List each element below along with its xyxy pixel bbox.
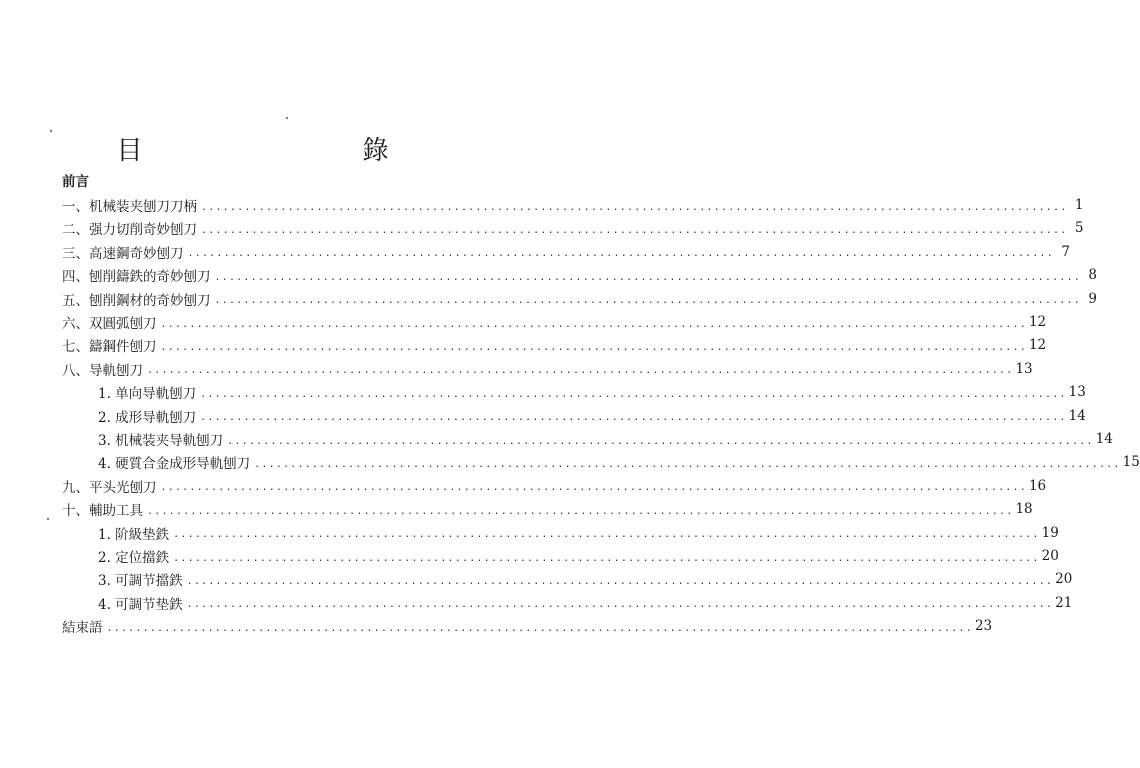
toc-entry-label: 3. 可調节擋鉄 [98, 573, 183, 590]
toc-entry-label: 4. 硬質合金成形导軌刨刀 [98, 456, 251, 473]
leader-dots: ........................................................................................................................ [200, 388, 1067, 400]
toc-entry [62, 288, 1097, 310]
leader-dots: ........................................................................................................................ [160, 318, 1027, 330]
toc-entry [98, 428, 1113, 450]
toc-entry-label: 二、强力切削奇妙刨刀 [62, 222, 197, 239]
leader-dots: ........................................................................................................................ [160, 482, 1027, 494]
leader-dots: ........................................................................................................................ [106, 622, 973, 634]
toc-entry-label: 1. 单向导軌刨刀 [98, 386, 197, 403]
leader-dots: ........................................................................................................................ [214, 295, 1081, 307]
toc-entry-page: 7 [1061, 243, 1070, 260]
toc-entry-page: 20 [1041, 548, 1059, 564]
toc-entry-page: 14 [1068, 407, 1086, 424]
leader-dots: ........................................................................................................................ [173, 552, 1040, 564]
toc-entry [62, 241, 1070, 263]
leader-dots: ........................................................................................................................ [160, 341, 1027, 353]
toc-entry [98, 405, 1086, 427]
toc-entry [98, 545, 1059, 567]
toc-entry-label: 十、輔助工具 [62, 503, 143, 520]
scan-speck [286, 117, 288, 119]
leader-dots: ........................................................................................................................ [200, 412, 1067, 424]
toc-entry-page: 13 [1015, 360, 1033, 377]
toc-entry-label: 三、高速鋼奇妙刨刀 [62, 245, 184, 262]
leader-dots: ........................................................................................................................ [147, 505, 1014, 517]
toc-entry-label: 4. 可調节垫鉄 [98, 596, 183, 613]
toc-entry [62, 358, 1033, 380]
leader-dots: ........................................................................................................................ [186, 575, 1054, 587]
toc-entry-label: 2. 成形导軌刨刀 [98, 409, 197, 426]
toc-entry-page: 16 [1028, 477, 1047, 494]
toc-entry [62, 498, 1033, 520]
toc-entry-label: 2. 定位擋鉄 [98, 550, 170, 566]
leader-dots: ........................................................................................................................ [254, 458, 1121, 470]
toc-entry [62, 217, 1084, 239]
leader-dots: ........................................................................................................................ [214, 271, 1081, 283]
toc-entry-label: 四、刨削鑄鉄的奇妙刨刀 [62, 269, 211, 286]
preface-heading: 前言 [62, 174, 89, 190]
toc-entry [98, 568, 1073, 590]
leader-dots: ........................................................................................................................ [201, 224, 1068, 236]
scan-speck [47, 518, 49, 520]
toc-entry-label: 3. 机械装夹导軌刨刀 [98, 433, 224, 449]
toc-entry-page: 8 [1088, 267, 1097, 284]
toc-entry-label: 八、导軌刨刀 [62, 362, 143, 379]
toc-entry-page: 5 [1074, 220, 1084, 237]
toc-entry-page: 20 [1055, 571, 1073, 588]
toc-entry-page: 12 [1028, 314, 1047, 330]
leader-dots: ........................................................................................................................ [147, 365, 1014, 377]
toc-entry-label: 1. 阶級垫鉄 [98, 526, 170, 543]
toc-entry [62, 475, 1047, 497]
toc-entry [98, 451, 1140, 473]
toc-entry-page: 21 [1055, 594, 1073, 611]
toc-entry-label: 七、鑄鋼件刨刀 [62, 339, 157, 356]
toc-entry-label: 結束語 [62, 620, 103, 637]
leader-dots: ........................................................................................................................ [187, 248, 1054, 260]
toc-entry-label: 一、机械装夹刨刀刀柄 [62, 199, 197, 215]
leader-dots: ........................................................................................................................ [201, 201, 1068, 213]
toc-entry-page: 9 [1088, 290, 1097, 307]
toc-entry-page: 18 [1015, 501, 1033, 518]
toc-entry-page: 14 [1095, 431, 1113, 447]
leader-dots: ........................................................................................................................ [227, 435, 1094, 447]
toc-entry [62, 334, 1047, 356]
toc-entry-page: 23 [974, 618, 993, 635]
toc-entry-page: 15 [1122, 454, 1140, 471]
toc-entry-page: 19 [1041, 524, 1059, 541]
toc-entry [62, 264, 1097, 286]
toc-entry [62, 615, 993, 637]
toc-entry-label: 六、双圓弧刨刀 [62, 316, 157, 332]
toc-entry [62, 311, 1047, 333]
page-title: 目 錄 [116, 136, 445, 166]
toc-entry-page: 13 [1068, 384, 1086, 401]
toc-entry [98, 592, 1073, 614]
toc-entry [98, 381, 1086, 403]
toc-entry-label: 五、刨削鋼材的奇妙刨刀 [62, 292, 211, 309]
toc-entry-page: 1 [1074, 197, 1084, 213]
toc-entry-label: 九、平头光刨刀 [62, 479, 157, 496]
toc-entry [98, 522, 1059, 544]
leader-dots: ........................................................................................................................ [186, 599, 1054, 611]
toc-entry-page: 12 [1028, 337, 1047, 354]
toc-entry [62, 194, 1084, 216]
leader-dots: ........................................................................................................................ [173, 529, 1040, 541]
